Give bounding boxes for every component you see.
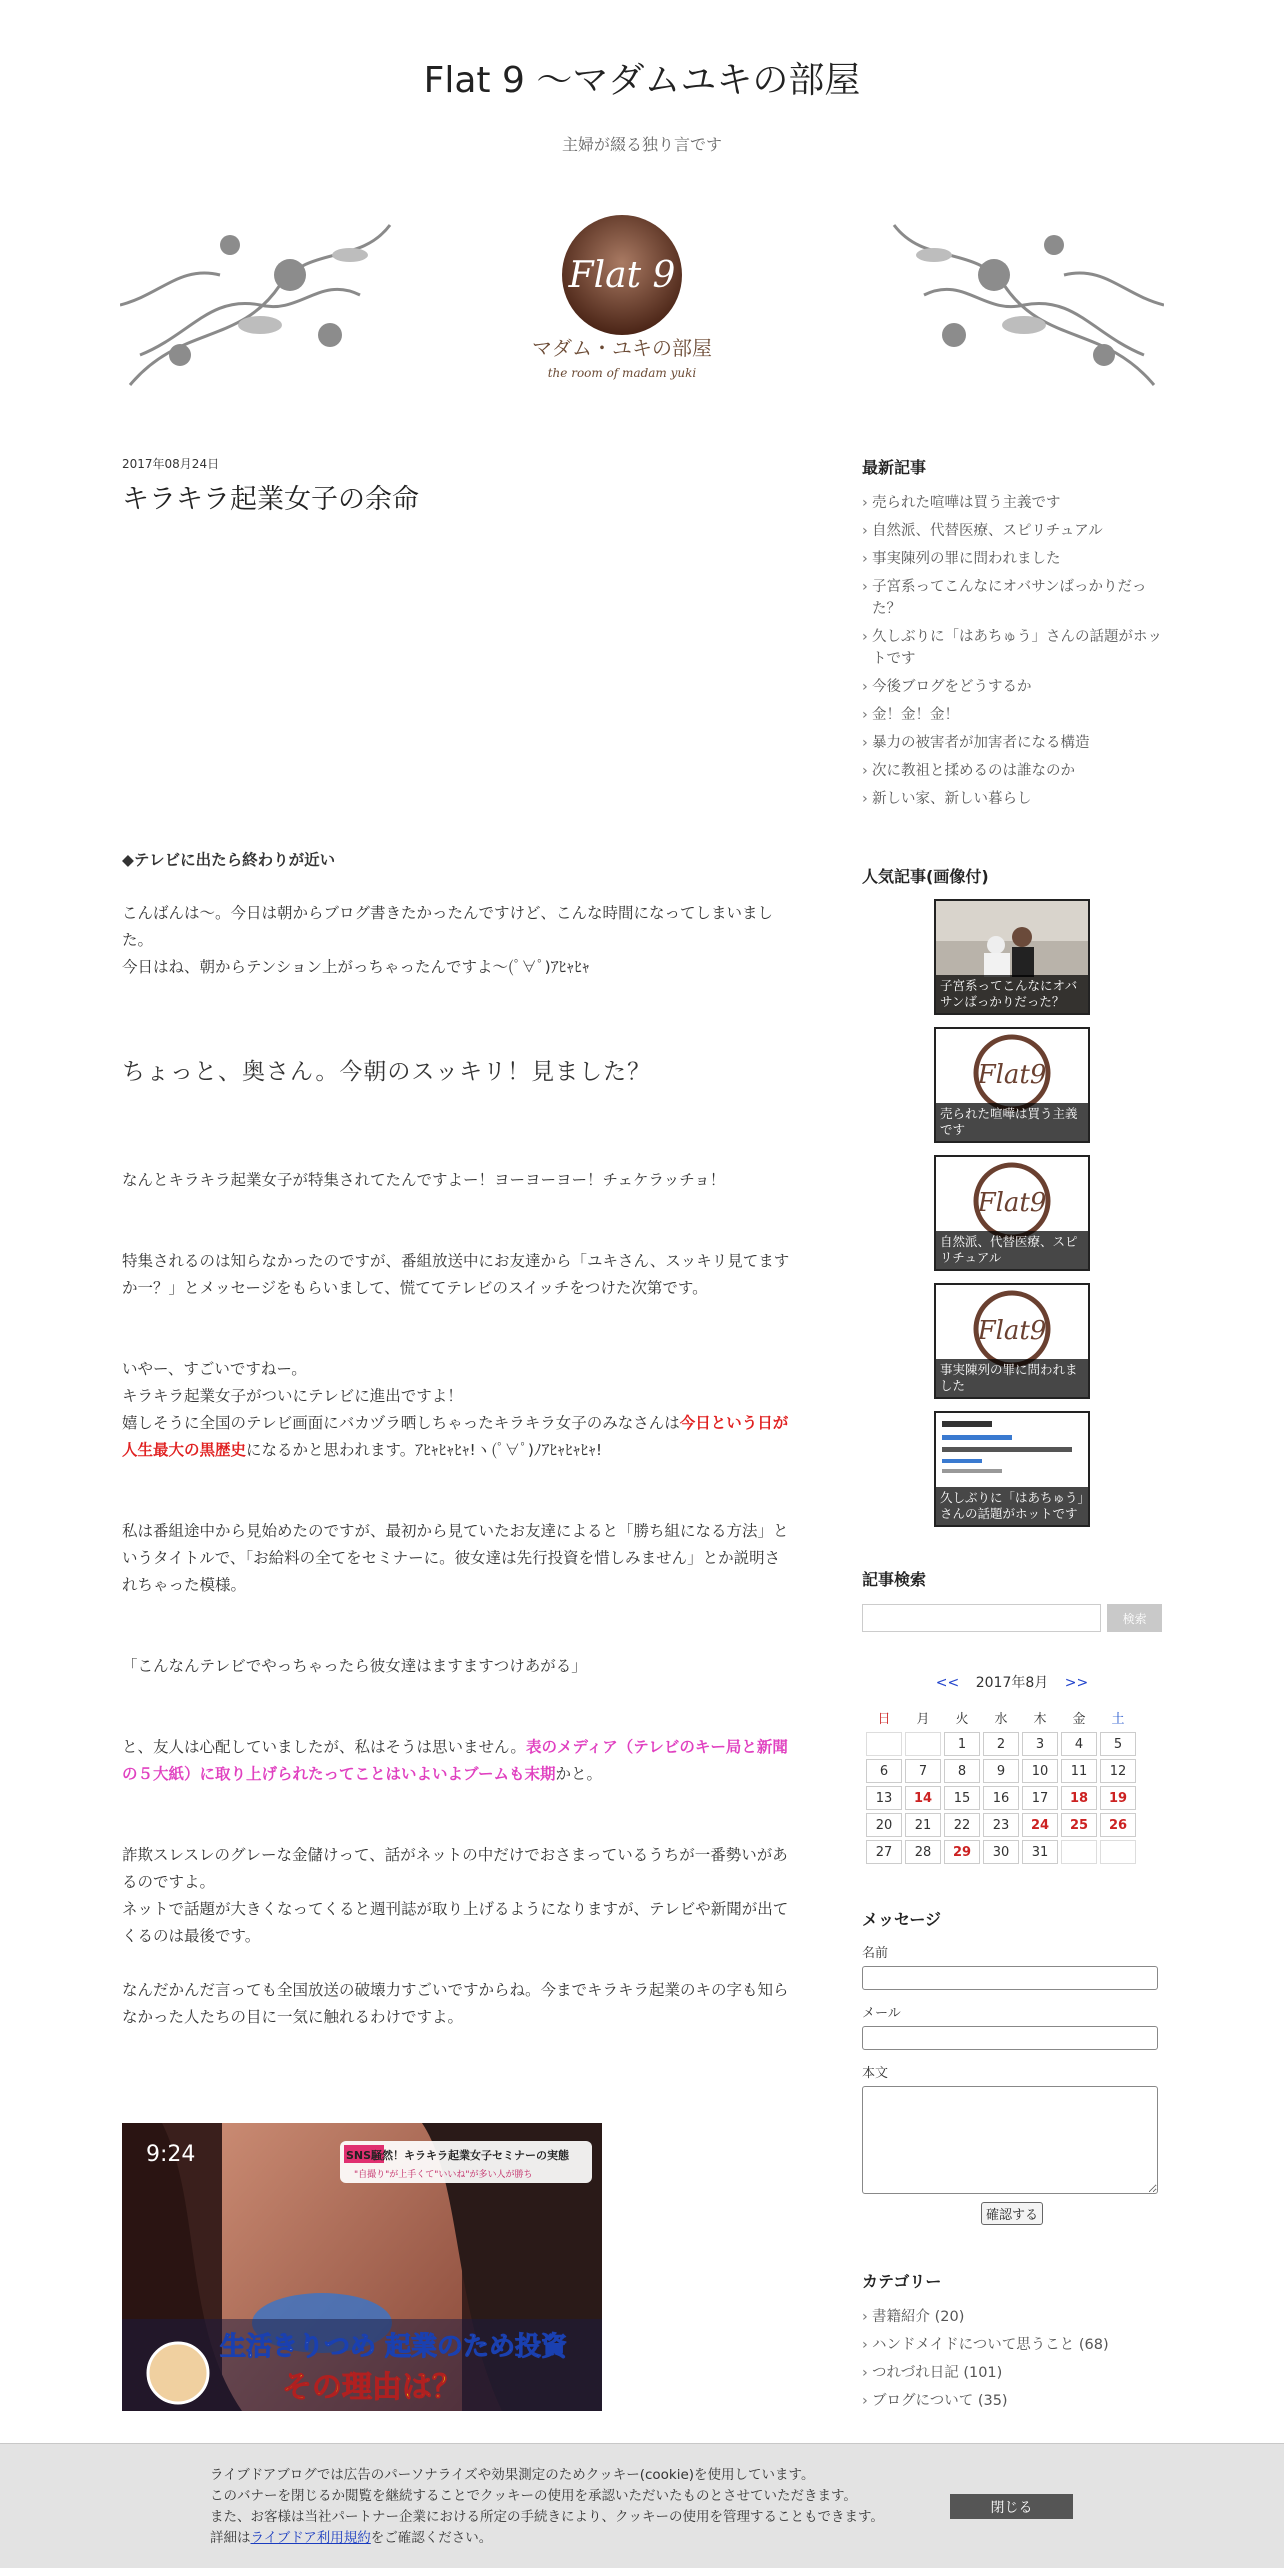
tv-corner-subtitle: "自撮り"が上手くて"いいね"が多い人が勝ち [354,2170,533,2181]
text: をご確認ください。 [370,2530,493,2546]
popular-post-card[interactable] [934,899,1090,1015]
calendar-day: 16 [983,1786,1019,1810]
paragraph: いやー、すごいですねー。 [122,1360,307,1379]
paragraph: なんとキラキラ起業女子が特集されてたんですよー！ヨーヨーヨー！チェケラッチョ！ [122,1171,726,1190]
tv-caption-1: 生活きりつめ 起業のため投資 [220,2332,568,2363]
confirm-button[interactable]: 確認する [981,2202,1043,2225]
calendar-weekday: 土 [1111,1711,1125,1727]
cookie-close-button[interactable]: 閉じる [950,2494,1073,2519]
calendar-day: 8 [944,1759,980,1783]
recent-post-link[interactable]: › 新しい家、新しい暮らし [862,788,1162,810]
tv-corner-title: SNS騒然！キラキラ起業女子セミナーの実態 [346,2149,570,2163]
calendar-empty-cell [1100,1840,1136,1864]
recent-post-link[interactable]: › 次に教祖と揉めるのは誰なのか [862,760,1162,782]
cookie-line [210,2528,884,2549]
large-question: ちょっと、奥さん。今朝のスッキリ！見ました？ [122,1059,652,1086]
email-field[interactable] [862,2026,1158,2050]
popular-post-card[interactable] [934,1155,1090,1271]
message-body-field[interactable] [862,2086,1158,2194]
name-field[interactable] [862,1966,1158,1990]
popular-posts [862,899,1162,1527]
recent-post-link[interactable]: › 子宮系ってこんなにオバサンばっかりだった？ [862,576,1162,620]
calendar-day[interactable]: 24 [1022,1813,1058,1837]
paragraph: キラキラ起業女子がついにテレビに進出ですよ！ [122,1387,463,1406]
popular-post-title: 自然派、代替医療、スピリチュアル [936,1231,1088,1269]
recent-post-link[interactable]: › 今後ブログをどうするか [862,676,1162,698]
tv-clock: 9:24 [146,2142,196,2168]
paragraph [122,1410,794,1464]
calendar-day: 6 [866,1759,902,1783]
search-input[interactable] [862,1604,1101,1632]
calendar-day: 10 [1022,1759,1058,1783]
calendar-next-link[interactable]: >> [1064,1675,1089,1691]
calendar-prev-link[interactable]: << [935,1675,960,1691]
calendar-day: 20 [866,1813,902,1837]
calendar-day: 4 [1061,1732,1097,1756]
text: 嬉しそうに全国のテレビ画面にバカヅラ晒しちゃったキラキラ女子のみなさんは [122,1414,680,1433]
calendar-day: 17 [1022,1786,1058,1810]
calendar-weekday: 金 [1072,1711,1086,1727]
recent-post-link[interactable]: › 売られた喧嘩は買う主義です [862,492,1162,514]
paragraph [122,1734,794,1788]
calendar-weekday: 月 [916,1711,930,1727]
calendar-day: 31 [1022,1840,1058,1864]
logo-subtitle: マダム・ユキの部屋 [532,336,712,360]
recent-post-link[interactable]: › 自然派、代替医療、スピリチュアル [862,520,1162,542]
calendar-day: 7 [905,1759,941,1783]
cookie-line: また、お客様は当社パートナー企業における所定の手続きにより、クッキーの使用を管理することもできます。 [210,2509,884,2525]
calendar-day: 1 [944,1732,980,1756]
site-title[interactable]: Flat 9 〜マダムユキの部屋 [423,60,861,101]
popular-post-title: 子宮系ってこんなにオバサンばっかりだった？ [936,975,1088,1013]
calendar-empty-cell [1061,1840,1097,1864]
name-label: 名前 [862,1946,889,1961]
calendar-weekday: 木 [1033,1711,1047,1727]
calendar-day: 5 [1100,1732,1136,1756]
category-link[interactable]: › ハンドメイドについて思うこと (68) [862,2334,1162,2356]
svg-text:Flat9: Flat9 [977,1188,1047,1218]
calendar-day: 28 [905,1840,941,1864]
text: と、友人は心配していましたが、私はそうは思いません。 [122,1738,526,1757]
popular-post-card[interactable] [934,1283,1090,1399]
calendar-day: 2 [983,1732,1019,1756]
message-form [862,1942,1162,2225]
calendar-day: 9 [983,1759,1019,1783]
cookie-banner [0,2443,1284,2568]
calendar-day: 30 [983,1840,1019,1864]
tv-caption-2: その理由は？ [282,2370,462,2406]
popular-post-title: 久しぶりに「はあちゅう」さんの話題がホットです [936,1487,1088,1525]
calendar-day: 21 [905,1813,941,1837]
paragraph: 私は番組途中から見始めたのですが、最初から見ていたお友達によると「勝ち組になる方法」というタイトルで、「お給料の全てをセミナーに。彼女達は先行投資を惜しみません」とか説明されちゃった模様。 [122,1522,789,1595]
section-heading: ◆テレビに出たら終わりが近い [122,851,336,870]
post-title[interactable]: キラキラ起業女子の余命 [122,484,419,515]
text: になるかと思われます。ｱﾋｬﾋｬﾋｬ!ヽ(ﾟ∀ﾟ)ﾉｱﾋｬﾋｬﾋｬ! [246,1441,603,1460]
logo-text: Flat 9 [568,255,676,296]
calendar-day[interactable]: 25 [1061,1813,1097,1837]
recent-post-link[interactable]: › 金！金！金！ [862,704,1162,726]
calendar-header [862,1672,1162,1692]
calendar [862,1672,1162,1867]
recent-posts-heading: 最新記事 [862,458,927,477]
post-date: 2017年08月24日 [122,457,220,471]
highlight-red: 今日という日が人生最大の黒歴史 [122,1414,789,1460]
calendar-day: 15 [944,1786,980,1810]
calendar-day[interactable]: 18 [1061,1786,1097,1810]
cookie-line: ライブドアブログでは広告のパーソナライズや効果測定のためクッキー(cookie)を使用しています。 [210,2467,815,2483]
paragraph: ネットで話題が大きくなってくると週刊誌が取り上げるようになりますが、テレビや新聞が出てくるのは最後です。 [122,1900,789,1946]
mail-label: メール [862,2006,901,2021]
cookie-notice [210,2465,884,2549]
svg-text:Flat9: Flat9 [977,1316,1047,1346]
popular-posts-heading: 人気記事(画像付) [862,867,989,886]
post-body [122,847,794,2411]
terms-link[interactable]: ライブドア利用規約 [250,2530,371,2546]
category-list [862,2306,1162,2412]
calendar-grid [863,1702,1139,1867]
text: かと。 [555,1765,603,1784]
calendar-day: 27 [866,1840,902,1864]
recent-posts-list [862,492,1162,810]
floral-ornament [120,205,1164,397]
popular-post-card[interactable] [934,1411,1090,1527]
calendar-day: 11 [1061,1759,1097,1783]
category-link[interactable]: › つれづれ日記 (101) [862,2362,1162,2384]
search-heading: 記事検索 [862,1570,927,1589]
main-article [122,455,794,2411]
message-heading: メッセージ [862,1910,942,1929]
calendar-weekday: 火 [955,1711,969,1727]
header-banner[interactable] [120,205,1164,397]
calendar-day: 12 [1100,1759,1136,1783]
calendar-day[interactable]: 14 [905,1786,941,1810]
sidebar [862,455,1162,2418]
popular-post-title: 事実陳列の罪に問われました [936,1359,1088,1397]
tv-screenshot-image[interactable] [122,2123,602,2411]
paragraph: 特集されるのは知らなかったのですが、番組放送中にお友達から「ユキさん、スッキリ見てますか一？」とメッセージをもらいまして、慌ててテレビのスイッチをつけた次第です。 [122,1252,790,1298]
paragraph: こんばんは〜。今日は朝からブログ書きたかったんですけど、こんな時間になってしまいました。 [122,904,774,950]
highlight-pink: 表のメディア（テレビのキー局と新聞の５大紙）に取り上げられたってことはいよいよブームも末期 [122,1738,788,1784]
category-link[interactable]: › 書籍紹介 (20) [862,2306,1162,2328]
calendar-day[interactable]: 19 [1100,1786,1136,1810]
calendar-month: 2017年8月 [975,1675,1049,1691]
svg-text:Flat9: Flat9 [977,1060,1047,1090]
calendar-day: 23 [983,1813,1019,1837]
calendar-empty-cell [866,1732,902,1756]
calendar-weekday: 日 [877,1711,891,1727]
logo-tagline: the room of madam yuki [547,366,697,380]
calendar-day[interactable]: 29 [944,1840,980,1864]
body-label: 本文 [862,2066,889,2081]
calendar-empty-cell [905,1732,941,1756]
calendar-day: 13 [866,1786,902,1810]
paragraph: 今日はね、朝からテンション上がっちゃったんですよ〜(ﾟ∀ﾟ)ｱﾋｬﾋｬ [122,958,590,977]
calendar-day: 3 [1022,1732,1058,1756]
search-form [862,1604,1162,1632]
presenter-icon [148,2343,208,2403]
paragraph: なんだかんだ言っても全国放送の破壊力すごいですからね。今までキラキラ起業のキの字も知らなかった人たちの目に一気に触れるわけですよ。 [122,1981,789,2027]
popular-post-card[interactable] [934,1027,1090,1143]
text: 詳細は [210,2530,251,2546]
popular-post-title: 売られた喧嘩は買う主義です [936,1103,1088,1141]
cookie-line: このバナーを閉じるか閲覧を継続することでクッキーの使用を承認いただいたものとさせていただきます。 [210,2488,857,2504]
recent-post-link[interactable]: › 暴力の被害者が加害者になる構造 [862,732,1162,754]
category-link[interactable]: › ブログについて (35) [862,2390,1162,2412]
quote: 「こんなんテレビでやっちゃったら彼女達はますますつけあがる」 [122,1657,587,1676]
search-button[interactable]: 検索 [1107,1604,1162,1632]
paragraph: 詐欺スレスレのグレーな金儲けって、話がネットの中だけでおさまっているうちが一番勢いがあるのですよ。 [122,1846,788,1892]
calendar-weekday: 水 [994,1711,1008,1727]
recent-post-link[interactable]: › 久しぶりに「はあちゅう」さんの話題がホットです [862,626,1162,670]
category-heading: カテゴリー [862,2272,942,2291]
calendar-day: 22 [944,1813,980,1837]
recent-post-link[interactable]: › 事実陳列の罪に問われました [862,548,1162,570]
calendar-day[interactable]: 26 [1100,1813,1136,1837]
site-description: 主婦が綴る独り言です [561,135,722,154]
